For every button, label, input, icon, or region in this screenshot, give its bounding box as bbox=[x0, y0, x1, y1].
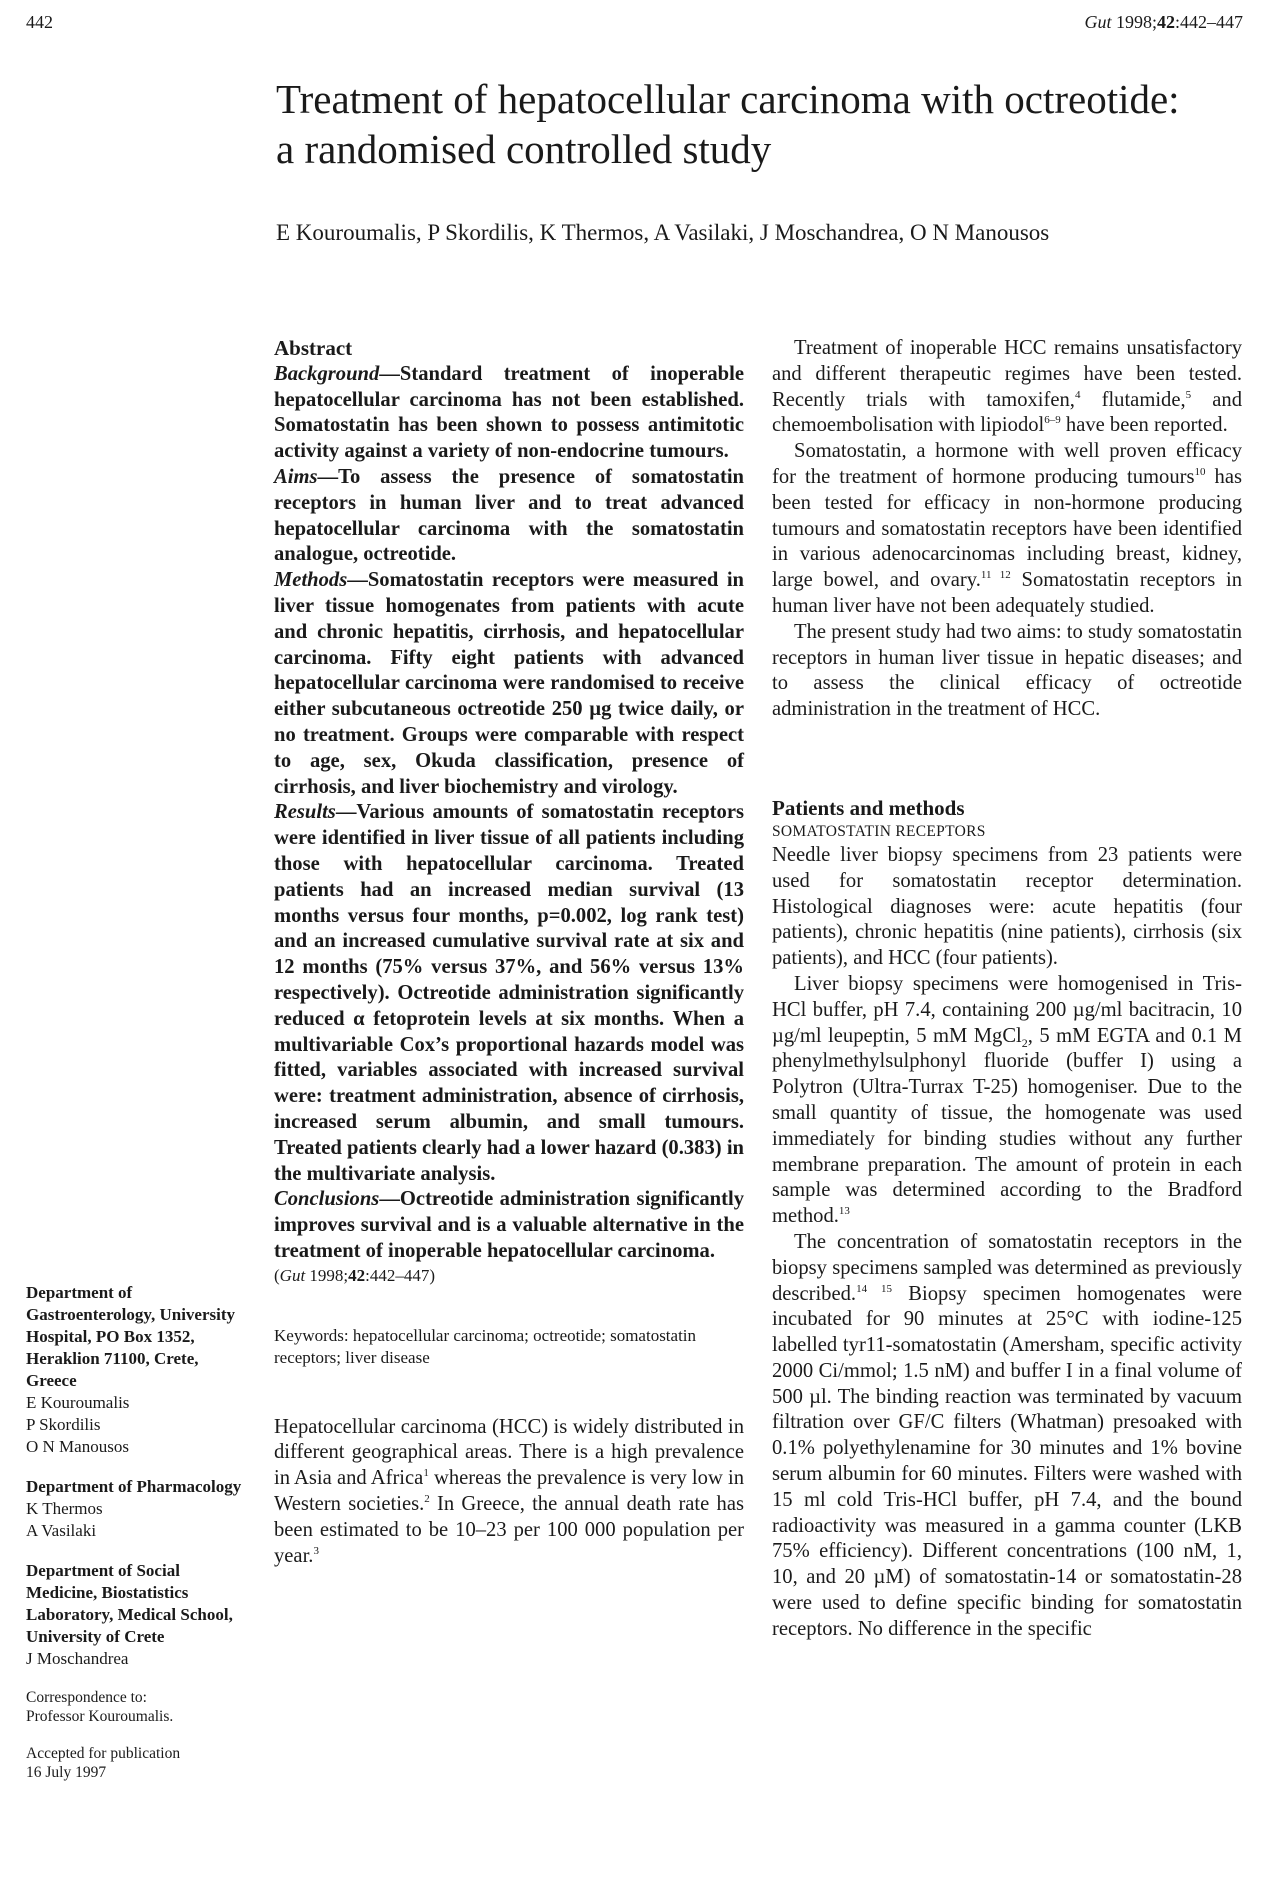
reference-marker: 6–9 bbox=[1044, 414, 1061, 427]
methods-label: Methods bbox=[274, 569, 348, 592]
abstract-heading: Abstract bbox=[274, 336, 353, 360]
right-column bbox=[772, 336, 1242, 1643]
journal-volume: 42 bbox=[1156, 12, 1175, 32]
affiliation-member: K Thermos bbox=[26, 1499, 103, 1518]
correspondence-name: Professor Kouroumalis. bbox=[26, 1708, 174, 1725]
intro-text: Hepatocellular carcinoma (HCC) is widely distributed in different geographical areas. There is a high prevalence in Asia and Africa bbox=[274, 1415, 744, 1490]
accepted-date: 16 July 1997 bbox=[26, 1764, 107, 1781]
affiliation-department: Department of Social Medicine, Biostatistics Laboratory, Medical School, University of Crete bbox=[26, 1561, 233, 1646]
citation-journal: Gut bbox=[279, 1265, 306, 1285]
body-text: and chemoembolisation with lipiodol bbox=[772, 388, 1243, 437]
methods-paragraph-specimens: Needle liver biopsy specimens from 23 patients were used for somatostatin receptor determination. Histological diagnoses were: acute hepatitis (four patients), chronic hepatitis (nine patients), cirrhosis (six patients), and HCC (four patients). bbox=[772, 843, 1242, 970]
reference-marker: 1 bbox=[423, 1467, 429, 1480]
body-text: has been tested for efficacy in non-hormone producing tumours and somatostatin receptors have been identified in various adenocarcinomas including breast, kidney, large bowel, and ovary. bbox=[772, 465, 1243, 592]
accepted-note bbox=[26, 1744, 251, 1782]
affiliation-gastroenterology bbox=[26, 1282, 251, 1458]
body-text: Treatment of inoperable HCC remains unsatisfactory and different therapeutic regimes have been tested. Recently trials with tamoxifen, bbox=[772, 337, 1242, 411]
background-text: —Standard treatment of inoperable hepatocellular carcinoma has not been established. Somatostatin has been shown to possess antimitotic activity against a variety of non-endocrine tumours. bbox=[274, 362, 744, 463]
affiliations-sidebar bbox=[26, 1282, 251, 1800]
journal-name: Gut bbox=[1084, 12, 1112, 32]
affiliation-member: J Moschandrea bbox=[26, 1649, 129, 1668]
citation-open: ( bbox=[274, 1265, 280, 1285]
intro-paragraph-somatostatin bbox=[772, 439, 1242, 620]
abstract-aims bbox=[274, 465, 744, 568]
body-text: Biopsy specimen homogenates were incubated for 90 minutes at 25°C with iodine-125 labelled tyr11-somatostatin (Amersham, specific activity 2000 Ci/mmol; 1.5 nM) and buffer I in a final volume of 500 µl. The binding reaction was terminated by vacuum filtration over GF/C filters (Whatman) presoaked with 0.1% polyethylenamine for 30 minutes and 1% bovine serum albumin for 60 minutes. Filters were washed with 15 ml cold Tris-HCl buffer, pH 7.4, and the bound radioactivity was measured in a gamma counter (LKB 75% efficiency). Different concentrations (100 nM, 1, 10, and 20 µM) of somatostatin-14 or somatostatin-28 were used to define specific binding for somatostatin receptors. No difference in the specific bbox=[772, 1282, 1242, 1640]
aims-text: —To assess the presence of somatostatin receptors in human liver and to treat advanced hepatocellular carcinoma with the somatostatin analogue, octreotide. bbox=[274, 465, 744, 566]
abstract-conclusions bbox=[274, 1187, 744, 1264]
abstract-results bbox=[274, 800, 744, 1187]
body-text: , 5 mM EGTA and 0.1 M phenylmethylsulphonyl fluoride (buffer I) using a Polytron (Ultra-Turrax T-25) homogeniser. Due to the small quantity of tissue, the homogenate was used immediately for binding studies without any further membrane preparation. The amount of protein in each sample was determined according to the Bradford method. bbox=[772, 1024, 1242, 1228]
body-text: flutamide, bbox=[1080, 388, 1186, 411]
abstract-methods bbox=[274, 568, 744, 800]
body-text: Somatostatin receptors in human liver have not been adequately studied. bbox=[772, 569, 1242, 617]
reference-marker: 2 bbox=[424, 1493, 430, 1506]
subscript: 2 bbox=[1021, 1035, 1028, 1050]
intro-text: In Greece, the annual death rate has been estimated to be 10–23 per 100 000 population per year. bbox=[274, 1493, 744, 1567]
citation-pages: :442–447) bbox=[365, 1265, 436, 1285]
section-heading: Patients and methods bbox=[772, 795, 965, 820]
background-label: Background bbox=[274, 362, 380, 385]
methods-text: —Somatostatin receptors were measured in liver tissue homogenates from patients with acute and chronic hepatitis, cirrhosis, and hepatocellular carcinoma. Fifty eight patients with advanced hepatocellular carcinoma were randomised to receive either subcutaneous octreotide 250 µg twice daily, or no treatment. Groups were comparable with respect to age, sex, Okuda classification, presence of cirrhosis, and liver biochemistry and virology. bbox=[274, 569, 744, 798]
methods-paragraph-binding bbox=[772, 1230, 1242, 1643]
intro-paragraph-treatment bbox=[772, 336, 1242, 439]
affiliation-department: Department of Gastroenterology, University Hospital, PO Box 1352, Heraklion 71100, Crete, Greece bbox=[26, 1283, 236, 1390]
body-text: have been reported. bbox=[1060, 414, 1228, 437]
author-list: E Kouroumalis, P Skordilis, K Thermos, A Vasilaki, J Moschandrea, O N Manousos bbox=[276, 220, 1050, 245]
reference-marker: 5 bbox=[1185, 388, 1192, 401]
journal-reference bbox=[1084, 12, 1243, 33]
reference-marker: 10 bbox=[1194, 466, 1206, 479]
affiliation-department: Department of Pharmacology bbox=[26, 1477, 242, 1496]
conclusions-text: —Octreotide administration significantly improves survival and is a valuable alternative in the treatment of inoperable hepatocellular carcinoma. bbox=[274, 1188, 744, 1262]
journal-pages: :442–447 bbox=[1174, 12, 1243, 32]
article-title: Treatment of hepatocellular carcinoma with octreotide: a randomised controlled study bbox=[276, 76, 1180, 172]
abstract bbox=[274, 336, 744, 1287]
reference-marker: 11 12 bbox=[980, 569, 1011, 582]
abstract-background bbox=[274, 362, 744, 465]
affiliation-member: A Vasilaki bbox=[26, 1521, 97, 1540]
left-column bbox=[274, 336, 744, 1569]
accepted-label: Accepted for publication bbox=[26, 1745, 181, 1762]
body-text: The concentration of somatostatin receptors in the biopsy specimens sampled was determined as previously described. bbox=[772, 1230, 1242, 1305]
citation-year: 1998; bbox=[305, 1265, 349, 1285]
methods-paragraph-homogenisation bbox=[772, 972, 1242, 1230]
reference-marker: 3 bbox=[313, 1544, 319, 1557]
body-text: Somatostatin, a hormone with well proven efficacy for the treatment of hormone producing tumours bbox=[772, 440, 1242, 488]
aims-label: Aims bbox=[274, 465, 318, 488]
reference-marker: 14 15 bbox=[856, 1282, 892, 1295]
correspondence-label: Correspondence to: bbox=[26, 1689, 147, 1706]
affiliation-member: E Kouroumalis bbox=[26, 1393, 130, 1412]
body-text: Liver biopsy specimens were homogenised in Tris-HCl buffer, pH 7.4, containing 200 µg/ml bacitracin, 10 µg/ml leupeptin, 5 mM MgCl bbox=[772, 972, 1242, 1047]
reference-marker: 13 bbox=[838, 1205, 850, 1218]
results-text: —Various amounts of somatostatin receptors were identified in liver tissue of all patients including those with hepatocellular carcinoma. Treated patients had an increased median survival (13 months versus four months, p=0.002, log rank test) and an increased cumulative survival rate at six and 12 months (75% versus 37%, and 56% versus 13% respectively). Octreotide administration significantly reduced α fetoprotein levels at six months. When a multivariable Cox’s proportional hazards model was fitted, variables associated with increased survival were: treatment administration, absence of cirrhosis, increased serum albumin, and small tumours. Treated patients clearly had a lower hazard (0.383) in the multivariate analysis. bbox=[274, 801, 744, 1185]
affiliation-member: P Skordilis bbox=[26, 1415, 101, 1434]
intro-text: whereas the prevalence is very low in Western societies. bbox=[274, 1467, 744, 1516]
affiliation-pharmacology bbox=[26, 1476, 251, 1542]
journal-year: 1998; bbox=[1111, 12, 1157, 32]
affiliation-social-medicine bbox=[26, 1560, 251, 1670]
correspondence-note bbox=[26, 1688, 251, 1726]
citation-volume: 42 bbox=[348, 1265, 366, 1285]
abstract-citation bbox=[274, 1265, 744, 1287]
keywords: Keywords: hepatocellular carcinoma; octreotide; somatostatin receptors; liver disease bbox=[274, 1325, 697, 1367]
conclusions-label: Conclusions bbox=[274, 1188, 380, 1211]
introduction-paragraph bbox=[274, 1415, 744, 1570]
subsection-heading: SOMATOSTATIN RECEPTORS bbox=[772, 822, 986, 840]
page-number: 442 bbox=[26, 12, 53, 32]
affiliation-member: O N Manousos bbox=[26, 1437, 129, 1456]
intro-paragraph-aims: The present study had two aims: to study somatostatin receptors in human liver tissue in hepatic diseases; and to assess the clinical efficacy of octreotide administration in the treatment of HCC. bbox=[772, 620, 1242, 721]
results-label: Results bbox=[274, 801, 336, 824]
reference-marker: 4 bbox=[1074, 388, 1081, 401]
